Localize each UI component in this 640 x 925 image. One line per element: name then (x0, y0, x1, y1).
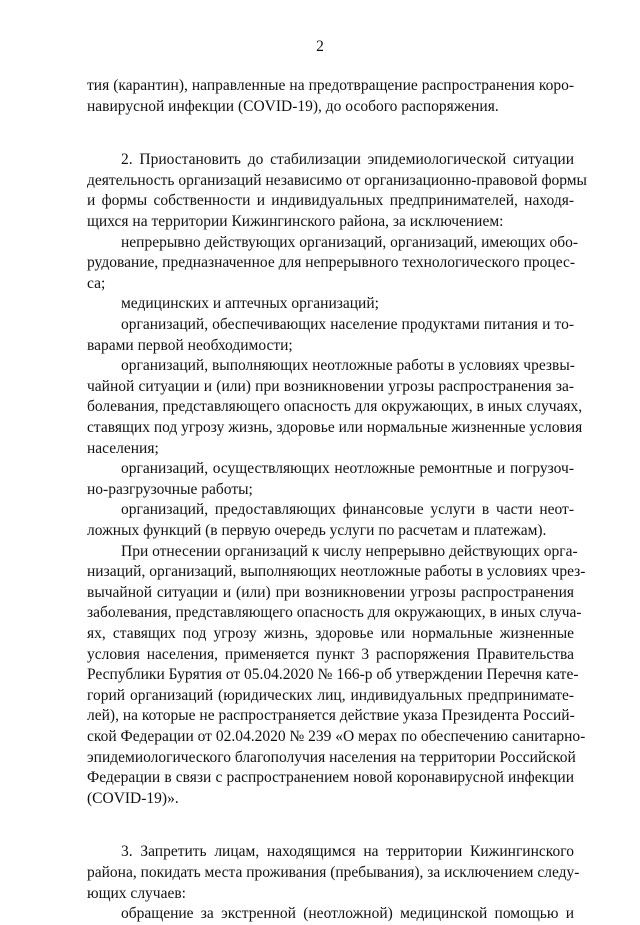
text-line: рудование, предназначенное для непрерывного технологического процес- (87, 254, 576, 272)
text-line: щихся на территории Кижингинского района, за исключением: (87, 213, 504, 230)
text-line: вычайной ситуации и (или) при возникновении угрозы распространения (87, 583, 574, 601)
text-line: но-разгрузочные работы; (87, 480, 253, 498)
list-item-line: организаций, осуществляющих неотложные ремонтные и погрузоч- (121, 460, 574, 478)
text-line: и формы собственности и индивидуальных предпринимателей, находя- (87, 192, 574, 210)
text-line: горий организаций (юридических лиц, индивидуальных предпринимате- (87, 686, 574, 704)
list-item-line: обращение за экстренной (неотложной) медицинской помощью и (121, 905, 574, 923)
text-line: условия населения, применяется пункт 3 распоряжения Правительства (87, 645, 574, 663)
text-line: чайной ситуации и (или) при возникновении угрозы распространения за- (87, 377, 574, 395)
text-line: района, покидать места проживания (пребывания), за исключением следу- (87, 864, 580, 881)
text-line: деятельность организаций независимо от организационно-правовой формы (87, 171, 587, 189)
list-item-line: непрерывно действующих организаций, организаций, имеющих обо- (121, 233, 579, 251)
list-item-line: организаций, предоставляющих финансовые услуги в части неот- (121, 501, 574, 519)
text-line: варами первой необходимости; (87, 336, 293, 354)
text-line: са; (87, 274, 106, 292)
text-line: тия (карантин), направленные на предотвращение распространения коро- (87, 77, 574, 94)
text-line: ской Федерации от 02.04.2020 № 239 «О мерах по обеспечению санитарно- (87, 728, 586, 745)
text-line: ложных функций (в первую очередь услуги по расчетам и платежам). (87, 522, 547, 539)
text-line: эпидемиологического благополучия населения на территории Российской (87, 748, 576, 766)
page-number: 2 (316, 38, 324, 55)
text-line: заболевания, представляющего опасность для окружающих, в иных случа- (87, 604, 582, 622)
text-line: ставящих под угрозу жизнь, здоровье или нормальные жизненные условия (87, 419, 583, 436)
paragraph-line: При отнесении организаций к числу непрерывно действующих орга- (121, 542, 578, 560)
section-heading-line: 2. Приостановить до стабилизации эпидемиологической ситуации (121, 151, 574, 169)
section-heading-line: 3. Запретить лицам, находящимся на территории Кижингинского (121, 843, 574, 861)
text-line: Республики Бурятия от 05.04.2020 № 166-р об утверждении Перечня кате- (87, 666, 579, 684)
text-line: низаций, организаций, выполняющих неотложные работы в условиях чрез- (87, 563, 586, 581)
text-line: болевания, представляющего опасность для окружающих, в иных случаях, (87, 398, 583, 416)
list-item-line: медицинских и аптечных организаций; (121, 295, 379, 313)
list-item-line: организаций, выполняющих неотложные работы в условиях чрезвы- (121, 357, 575, 375)
text-line: лей), на которые не распространяется действие указа Президента Россий- (87, 707, 575, 725)
text-line: населения; (87, 439, 159, 457)
text-line: ющих случаев: (87, 884, 186, 902)
list-item-line: организаций, обеспечивающих население продуктами питания и то- (121, 316, 574, 333)
text-line: Федерации в связи с распространением новой коронавирусной инфекции (87, 769, 574, 787)
text-line: (COVID-19)». (87, 789, 179, 807)
text-line: ях, ставящих под угрозу жизнь, здоровье или нормальные жизненные (87, 625, 574, 642)
text-line: навирусной инфекции (COVID-19), до особого распоряжения. (87, 97, 499, 115)
